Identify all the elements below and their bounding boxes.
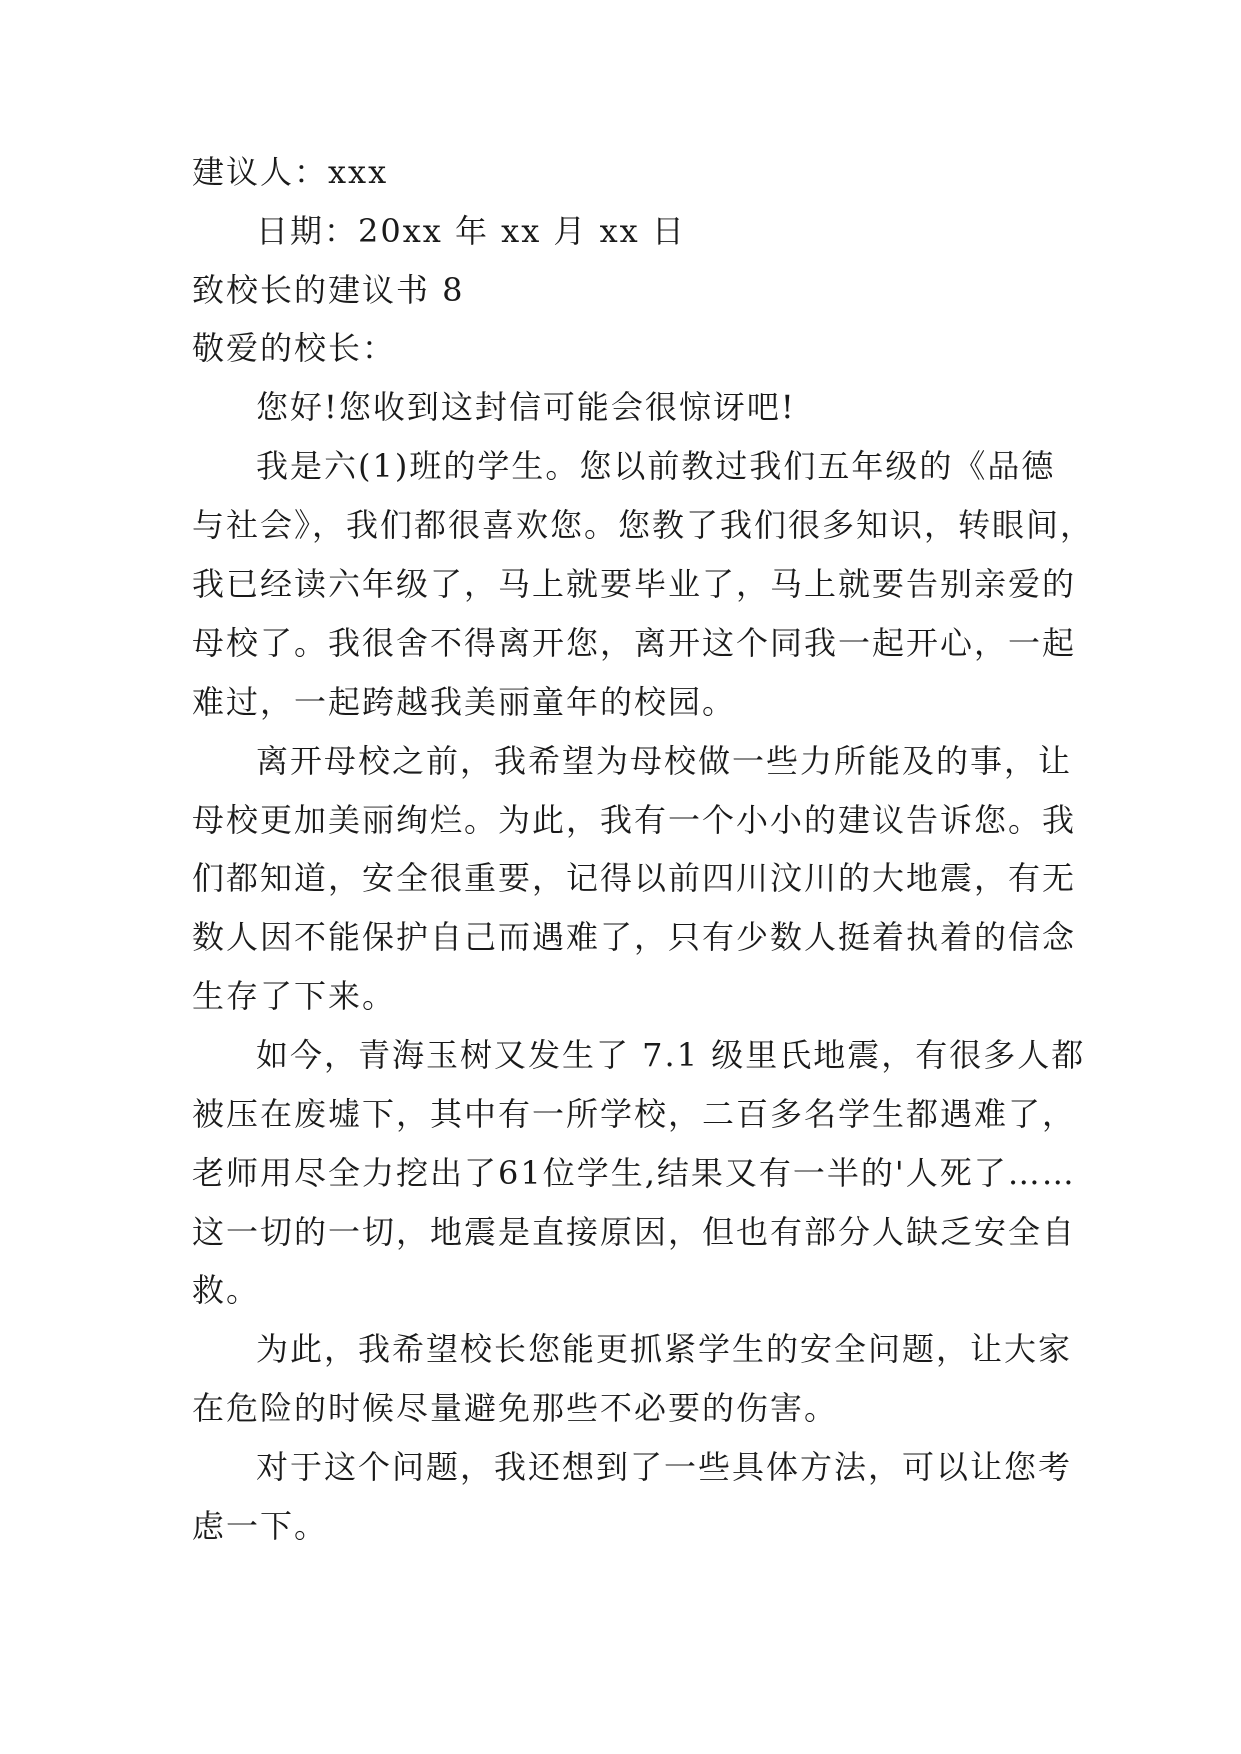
- letter-title: 致校长的建议书 8: [192, 271, 465, 309]
- salutation: 敬爱的校长：: [192, 329, 397, 367]
- paragraph-methods-line: 对于这个问题，我还想到了一些具体方法，可以让您考: [256, 1448, 1073, 1486]
- date-line: 日期：20xx 年 xx 月 xx 日: [256, 212, 686, 250]
- paragraph-suggestion-line: 离开母校之前，我希望为母校做一些力所能及的事，让: [256, 742, 1073, 780]
- paragraph-earthquake-line: 救。: [192, 1271, 261, 1309]
- paragraph-methods-line: 虑一下。: [192, 1507, 329, 1545]
- paragraph-suggestion-line: 数人因不能保护自己而遇难了，只有少数人挺着执着的信念: [192, 918, 1077, 956]
- paragraph-request-line: 在危险的时候尽量避免那些不必要的伤害。: [192, 1389, 839, 1427]
- paragraph-intro-line: 难过，一起跨越我美丽童年的校园。: [192, 683, 737, 721]
- paragraph-intro-line: 我已经读六年级了，马上就要毕业了，马上就要告别亲爱的: [192, 565, 1077, 603]
- paragraph-earthquake-line: 被压在废墟下，其中有一所学校，二百多名学生都遇难了，: [192, 1095, 1077, 1133]
- proposer-line: 建议人：xxx: [192, 153, 389, 191]
- paragraph-suggestion-line: 们都知道，安全很重要，记得以前四川汶川的大地震，有无: [192, 859, 1077, 897]
- paragraph-intro-line: 母校了。我很舍不得离开您，离开这个同我一起开心，一起: [192, 624, 1077, 662]
- paragraph-earthquake-line: 如今，青海玉树又发生了 7.1 级里氏地震，有很多人都: [256, 1036, 1086, 1074]
- paragraph-suggestion-line: 生存了下来。: [192, 977, 397, 1015]
- paragraph-earthquake-line: 老师用尽全力挖出了61位学生,结果又有一半的'人死了……: [192, 1154, 1076, 1192]
- paragraph-greeting: 您好!您收到这封信可能会很惊讶吧!: [256, 388, 796, 426]
- paragraph-intro-line: 与社会》，我们都很喜欢您。您教了我们很多知识，转眼间，: [192, 506, 1095, 544]
- paragraph-earthquake-line: 这一切的一切，地震是直接原因，但也有部分人缺乏安全自: [192, 1213, 1077, 1251]
- paragraph-intro-line: 我是六(1)班的学生。您以前教过我们五年级的《品德: [256, 447, 1056, 485]
- paragraph-request-line: 为此，我希望校长您能更抓紧学生的安全问题，让大家: [256, 1330, 1073, 1368]
- paragraph-suggestion-line: 母校更加美丽绚烂。为此，我有一个小小的建议告诉您。我: [192, 801, 1077, 839]
